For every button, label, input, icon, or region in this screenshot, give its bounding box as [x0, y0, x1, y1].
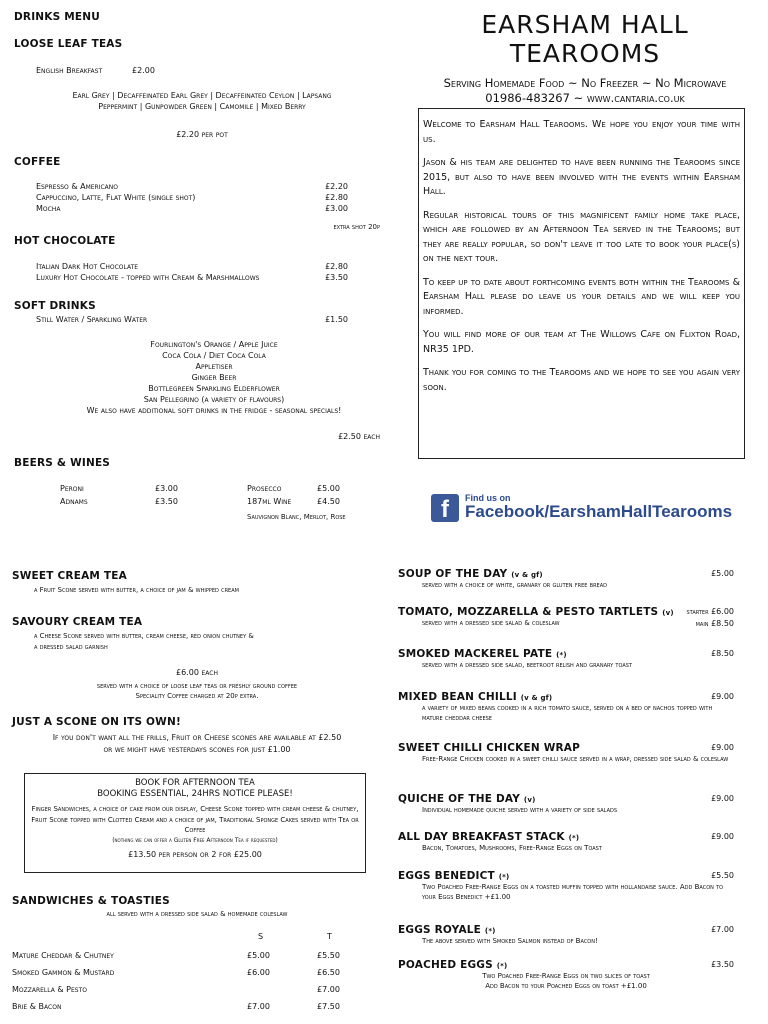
list-item: EGGS ROYALE (*) £7.00 The above served with Smoked Salmon instead of Bacon! [398, 924, 734, 945]
table-row: Brie & Bacon £7.00 £7.50 [12, 1002, 340, 1011]
drinks-menu-title: DRINKS MENU [14, 11, 100, 23]
gluten-free-note: (nothing we can offer a Gluten Free Afternoon Tea if requested) [112, 836, 278, 844]
list-item: TOMATO, MOZZARELLA & PESTO TARTLETS (v) starter £6.00 served with a dressed side salad & coleslaw main £8.50 [398, 606, 734, 628]
adnams-price: £3.50 [155, 497, 178, 506]
soft-drinks-heading: SOFT DRINKS [14, 300, 96, 312]
wine: 187ml Wine [247, 497, 292, 506]
welcome-p5: You will find more of our team at The Willows Cafe on Flixton Road, NR35 1PD. [423, 329, 740, 355]
cream-tea-served-with: served with a choice of loose leaf teas or freshly ground coffee [96, 682, 298, 690]
english-breakfast: English Breakfast [36, 66, 103, 75]
sandwiches-heading: SANDWICHES & TOASTIES [12, 895, 170, 907]
afternoon-tea-price: £13.50 per person or 2 for £25.00 [128, 849, 262, 859]
sweet-cream-tea-desc: a Fruit Scone served with butter, a choice of jam & whipped cream [34, 586, 239, 594]
afternoon-tea-booking: BOOKING ESSENTIAL, 24HRS NOTICE PLEASE! [97, 789, 293, 799]
welcome-p3: Regular historical tours of this magnificent family home take place, which are followed by an Afternoon Tea served in the Tearooms; but they are really popular, so don't leave it too late to book your place(s) on the next tour. [423, 209, 740, 264]
col-sandwich: S [258, 932, 264, 941]
list-item: ALL DAY BREAKFAST STACK (*) £9.00 Bacon, Tomatoes, Mushrooms, Free-Range Eggs on Toast [398, 831, 734, 852]
afternoon-tea-box [24, 773, 366, 873]
water-row: Still Water / Sparkling Water £1.50 [36, 315, 348, 324]
chocolate-list [36, 261, 348, 283]
welcome-p1: Welcome to Earsham Hall Tearooms. We hope you enjoy your time with us. [423, 119, 740, 145]
scone-line-2: or we might have yesterdays scones for just £1.00 [103, 745, 291, 754]
list-item: EGGS BENEDICT (*) £5.50 Two Poached Free-Range Eggs on a toasted muffin topped with hollandaise sauce. Add Bacon to your Eggs Benedict +£1.00 [398, 870, 734, 901]
table-row: Mozzarella & Pesto £7.00 [12, 985, 340, 994]
peroni-price: £3.00 [155, 484, 178, 493]
tea-list-line-1: Earl Grey | Decaffeinated Earl Grey | Decaffeinated Ceylon | Lapsang [72, 91, 332, 100]
list-item: QUICHE OF THE DAY (v) £9.00 Individual homemade quiche served with a variety of side salads [398, 793, 734, 814]
tea-pot-price: £2.20 per pot [176, 130, 228, 139]
wine-types: Sauvignon Blanc, Merlot, Rose [247, 513, 346, 521]
facebook-handle: Facebook/EarshamHallTearooms [465, 502, 733, 521]
facebook-icon: f [431, 494, 459, 522]
coffee-list [36, 181, 348, 214]
list-item: Italian Dark Hot Chocolate £2.80 [36, 262, 348, 271]
facebook-banner[interactable] [431, 493, 732, 522]
savoury-desc-1: a Cheese Scone served with butter, cream cheese, red onion chutney & [34, 632, 254, 640]
mains-list [398, 568, 734, 1003]
contact-line: 01986-483267 ~ www.cantaria.co.uk [485, 91, 685, 105]
list-item: MIXED BEAN CHILLI (v & gf) £9.00 a variety of mixed beans cooked in a rich tomato sauce, served on a bed of nachos topped with mature cheddar cheese [398, 691, 734, 722]
english-breakfast-price: £2.00 [132, 66, 155, 75]
table-row: Mature Cheddar & Chutney £5.00 £5.50 [12, 951, 340, 960]
list-item: SMOKED MACKEREL PATE (*) £8.50 served with a dressed side salad, beetroot relish and granary toast [398, 648, 734, 669]
page-title: EARSHAM HALL TEAROOMS [481, 10, 689, 68]
prosecco-price: £5.00 [317, 484, 340, 493]
header [405, 10, 765, 105]
tagline: Serving Homemade Food ~ No Freezer ~ No Microwave [443, 76, 727, 90]
scone-line-1: If you don't want all the frills, Fruit or Cheese scones are available at £2.50 [52, 733, 342, 742]
afternoon-tea-desc: Finger Sandwiches, a choice of cake from our display, Cheese Scone topped with cream cheese & chutney, Fruit Scone topped with Clotted Cream and a choice of jam, Traditional Sponge Cakes served with Tea or Coffee [31, 805, 359, 834]
wine-price: £4.50 [317, 497, 340, 506]
sandwiches-sub: all served with a dressed side salad & homemade coleslaw [106, 910, 288, 918]
find-us-on: Find us on [465, 493, 511, 503]
adnams: Adnams [60, 497, 88, 506]
table-row: Smoked Gammon & Mustard £6.00 £6.50 [12, 968, 340, 977]
cream-tea-price: £6.00 each [176, 668, 218, 677]
coffee-heading: COFFEE [14, 156, 61, 168]
list-item: Mocha £3.00 [36, 204, 348, 213]
hot-chocolate-heading: HOT CHOCOLATE [14, 235, 116, 247]
extra-shot-note: extra shot 20p [333, 223, 380, 231]
speciality-coffee-note: Speciality Coffee charged at 20p extra. [135, 692, 259, 700]
list-item: SOUP OF THE DAY (v & gf) £5.00 served with a choice of white, granary or gluten free bread [398, 568, 734, 589]
list-item: Luxury Hot Chocolate - topped with Cream & Marshmallows £3.50 [36, 273, 348, 282]
peroni: Peroni [60, 484, 84, 493]
loose-leaf-teas-heading: LOOSE LEAF TEAS [14, 38, 123, 50]
welcome-p2: Jason & his team are delighted to have been running the Tearooms since 2015, but also to have been involved with the events within Earsham Hall. [423, 157, 740, 197]
beers-wines-heading: BEERS & WINES [14, 457, 111, 469]
welcome-p6: Thank you for coming to the Tearooms and we hope to see you again very soon. [423, 367, 740, 393]
sweet-cream-tea-heading: SWEET CREAM TEA [12, 570, 127, 582]
savoury-cream-tea-heading: SAVOURY CREAM TEA [12, 616, 143, 628]
list-item: SWEET CHILLI CHICKEN WRAP £9.00 Free-Range Chicken cooked in a sweet chilli sauce served in a wrap, dressed side salad & coleslaw [398, 742, 734, 763]
list-item: Espresso & Americano £2.20 [36, 182, 348, 191]
list-item: Cappuccino, Latte, Flat White (single shot) £2.80 [36, 193, 348, 202]
tea-list-line-2: Peppermint | Gunpowder Green | Camomile | Mixed Berry [98, 102, 306, 111]
soft-drinks-list: Fourlington's Orange / Apple Juice Coca Cola / Diet Coca Cola Appletiser Ginger Beer Bottlegreen Sparkling Elderflower San Pellegrino (a variety of flavours) We also have additional soft drinks in the fridge - seasonal specials! [86, 340, 342, 415]
welcome-box [418, 108, 745, 459]
col-toastie: T [327, 932, 332, 941]
soft-drinks-price: £2.50 each [338, 432, 380, 441]
savoury-desc-2: a dressed salad garnish [34, 643, 108, 651]
afternoon-tea-title: BOOK FOR AFTERNOON TEA [135, 778, 255, 788]
list-item: POACHED EGGS (*) £3.50 Two Poached Free-Range Eggs on two slices of toast Add Bacon to your Poached Eggs on toast +£1.00 [398, 959, 734, 990]
welcome-p4: To keep up to date about forthcoming events both within the Tearooms & Earsham Hall please do leave us your details and we will keep you informed. [423, 276, 740, 317]
prosecco: Prosecco [247, 484, 282, 493]
scone-heading: JUST A SCONE ON ITS OWN! [12, 716, 181, 728]
sandwich-list [12, 950, 347, 1018]
